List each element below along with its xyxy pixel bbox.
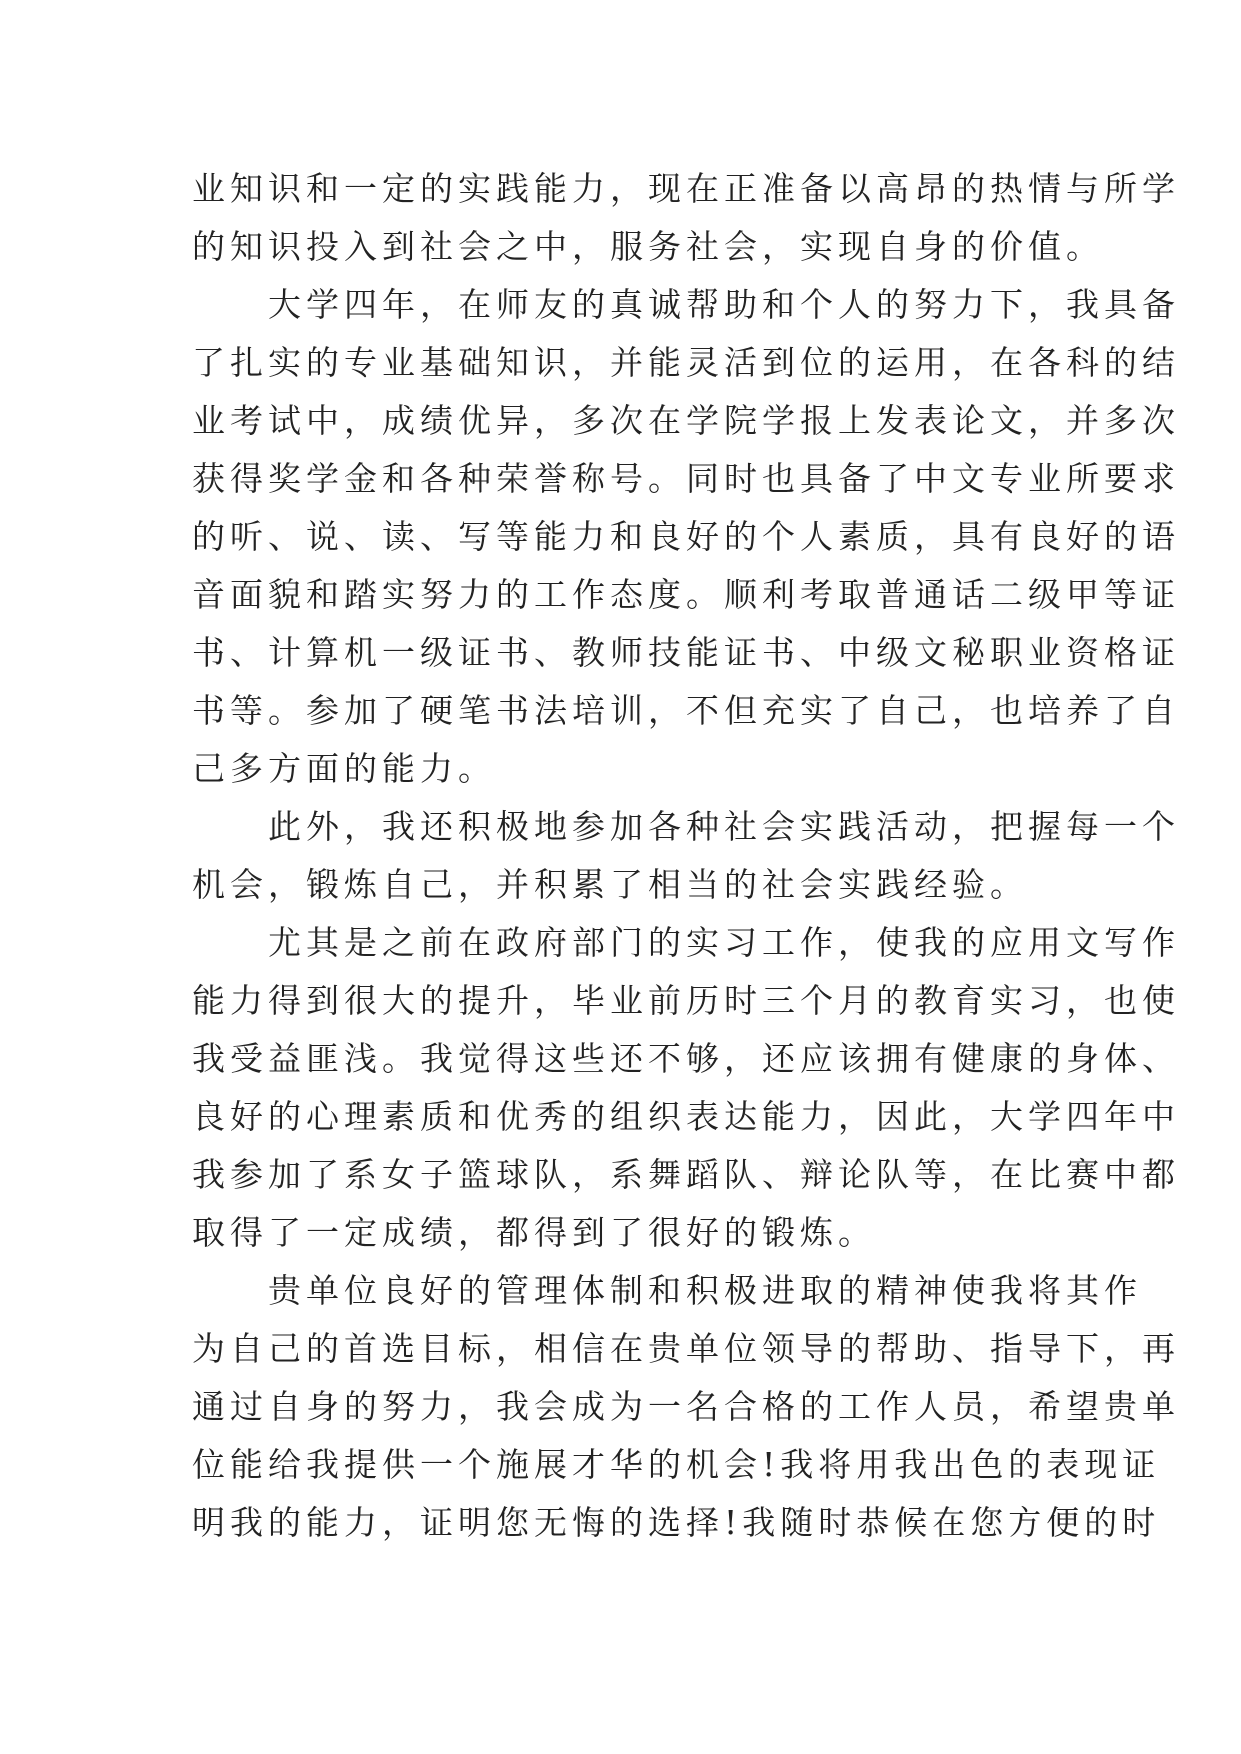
text-line: 尤其是之前在政府部门的实习工作，使我的应用文写作 — [268, 923, 1180, 962]
text-line: 我参加了系女子篮球队，系舞蹈队、辩论队等，在比赛中都 — [192, 1155, 1180, 1194]
text-line: 获得奖学金和各种荣誉称号。同时也具备了中文专业所要求 — [192, 459, 1180, 498]
text-line: 的听、说、读、写等能力和良好的个人素质，具有良好的语 — [192, 517, 1180, 556]
text-line: 取得了一定成绩，都得到了很好的锻炼。 — [192, 1213, 876, 1252]
text-line: 了扎实的专业基础知识，并能灵活到位的运用，在各科的结 — [192, 343, 1180, 382]
text-line: 业考试中，成绩优异，多次在学院学报上发表论文，并多次 — [192, 401, 1180, 440]
text-line: 业知识和一定的实践能力，现在正准备以高昂的热情与所学 — [192, 169, 1180, 208]
text-line: 大学四年，在师友的真诚帮助和个人的努力下，我具备 — [268, 285, 1180, 324]
text-line: 书、计算机一级证书、教师技能证书、中级文秘职业资格证 — [192, 633, 1180, 672]
text-line: 书等。参加了硬笔书法培训，不但充实了自己，也培养了自 — [192, 691, 1180, 730]
text-line: 良好的心理素质和优秀的组织表达能力，因此，大学四年中 — [192, 1097, 1180, 1136]
text-line: 己多方面的能力。 — [192, 749, 496, 788]
text-line: 此外，我还积极地参加各种社会实践活动，把握每一个 — [268, 807, 1180, 846]
text-line: 贵单位良好的管理体制和积极进取的精神使我将其作 — [268, 1271, 1142, 1310]
text-line: 位能给我提供一个施展才华的机会!我将用我出色的表现证 — [192, 1445, 1161, 1484]
body-text — [192, 160, 1180, 1552]
text-line: 我受益匪浅。我觉得这些还不够，还应该拥有健康的身体、 — [192, 1039, 1180, 1078]
text-line: 能力得到很大的提升，毕业前历时三个月的教育实习，也使 — [192, 981, 1180, 1020]
text-line: 机会，锻炼自己，并积累了相当的社会实践经验。 — [192, 865, 1028, 904]
text-line: 通过自身的努力，我会成为一名合格的工作人员，希望贵单 — [192, 1387, 1180, 1426]
text-line: 音面貌和踏实努力的工作态度。顺利考取普通话二级甲等证 — [192, 575, 1180, 614]
text-line: 的知识投入到社会之中，服务社会，实现自身的价值。 — [192, 227, 1104, 266]
text-line: 为自己的首选目标，相信在贵单位领导的帮助、指导下，再 — [192, 1329, 1180, 1368]
text-line: 明我的能力，证明您无悔的选择!我随时恭候在您方便的时 — [192, 1503, 1161, 1542]
